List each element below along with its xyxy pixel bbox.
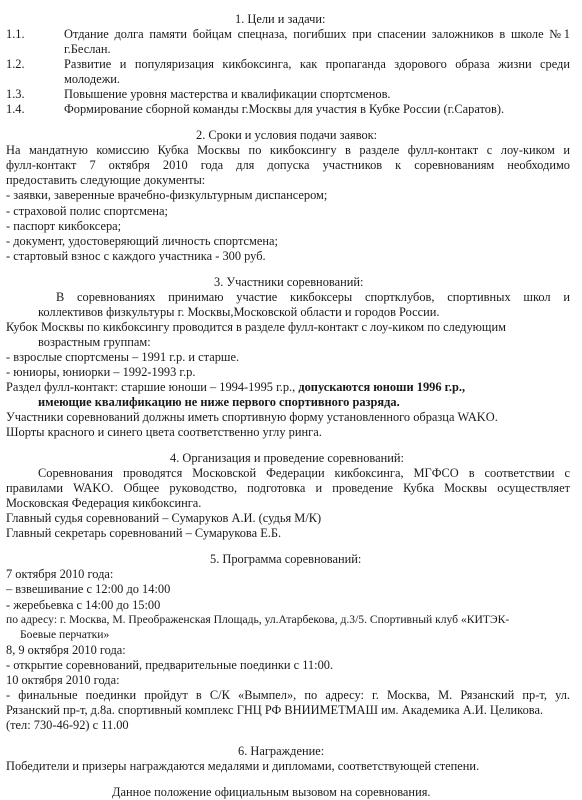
program-date: 7 октября 2010 года: [6, 567, 114, 581]
item-num: 1.1. [6, 27, 25, 41]
section-5-title: 5. Программа соревнований: [210, 552, 362, 566]
paragraph-line: Кубок Москвы по кикбоксингу проводится в разделе фулл-контакт с лоу-киком по следующим [6, 320, 506, 334]
document-item: - страховой полис спортсмена; [6, 204, 169, 218]
document-item: - паспорт кикбоксера; [6, 219, 122, 233]
program-final: (тел: 730-46-92) с 11.00 [6, 718, 129, 732]
paragraph-line: правилами WAKO. Общее руководство, подготовка и проведение Кубка Москвы осуществляет [6, 481, 570, 495]
section-1-title: 1. Цели и задачи: [235, 12, 326, 26]
item-text: молодежи. [64, 72, 120, 86]
item-num: 1.3. [6, 87, 25, 101]
program-final: - финальные поединки пройдут в С/К «Вымпел», по адресу: г. Москва, М. Рязанский пр-т, ул. [6, 688, 570, 702]
full-contact-line [6, 379, 570, 395]
program-address: Боевые перчатки» [20, 628, 110, 641]
section-3-title: 3. Участники соревнований: [214, 275, 364, 289]
closing-statement: Данное положение официальным вызовом на соревнования. [112, 785, 431, 799]
age-group: - юниоры, юниорки – 1992-1993 г.р. [6, 365, 196, 379]
paragraph-line: Победители и призеры награждаются медалями и дипломами, соответствующей степени. [6, 759, 480, 773]
paragraph-line: На мандатную комиссию Кубка Москвы по кикбоксингу в разделе фулл-контакт с лоу-киком и [6, 143, 570, 157]
item-text: г.Беслан. [64, 42, 111, 56]
document-item: - документ, удостоверяющий личность спортсмена; [6, 234, 278, 248]
document-item: - заявки, заверенные врачебно-физкультурным диспансером; [6, 188, 328, 202]
full-contact-bold-line: имеющие квалификацию не ниже первого спортивного разряда. [38, 395, 400, 409]
item-num: 1.2. [6, 57, 25, 71]
item-num: 1.4. [6, 102, 25, 116]
program-date: 10 октября 2010 года: [6, 673, 120, 687]
paragraph-line: Участники соревнований должны иметь спортивную форму установленного образца WAKO. [6, 410, 498, 424]
document-item: - стартовый взнос с каждого участника - 300 руб. [6, 249, 266, 263]
program-item: – взвешивание с 12:00 до 14:00 [6, 582, 171, 596]
item-text: Повышение уровня мастерства и квалификации спортсменов. [64, 87, 391, 101]
program-final: Рязанский пр-т, д.8а. спортивный комплекс ГНЦ РФ ВНИИМЕТМАШ им. Академика А.И. Целикова. [6, 703, 544, 717]
paragraph-line: В соревнованиях принимаю участие кикбоксеры спортклубов, спортивных школ и [56, 290, 570, 304]
age-group: - взрослые спортсмены – 1991 г.р. и старше. [6, 350, 240, 364]
paragraph-line: возрастным группам: [38, 335, 151, 349]
paragraph-line: Московская Федерация кикбоксинга. [6, 496, 202, 510]
program-address: по адресу: г. Москва, М. Преображенская Площадь, ул.Атарбекова, д.3/5. Спортивный клуб «КИТЭК- [6, 613, 510, 626]
section-4-title: 4. Организация и проведение соревнований: [170, 451, 404, 465]
item-text: Формирование сборной команды г.Москвы для участия в Кубке России (г.Саратов). [64, 102, 505, 116]
item-text: Развитие и популяризация кикбоксинга, как пропаганда здорового образа жизни среди [64, 57, 570, 71]
section-6-title: 6. Награждение: [238, 744, 325, 758]
paragraph-line: Соревнования проводятся Московской Федерации кикбоксинга, МГФСО в соответствии с [38, 466, 570, 480]
program-date: 8, 9 октября 2010 года: [6, 643, 126, 657]
paragraph-line: Шорты красного и синего цвета соответственно углу ринга. [6, 425, 322, 439]
program-item: - жеребьевка с 14:00 до 15:00 [6, 598, 161, 612]
full-contact-bold: допускаются юноши 1996 г.р., [298, 380, 466, 394]
program-item: - открытие соревнований, предварительные поединки с 11:00. [6, 658, 334, 672]
full-contact-plain: Раздел фулл-контакт: старшие юноши – 1994-1995 г.р., [6, 380, 299, 394]
chief-judge: Главный судья соревнований – Сумаруков А.И. (судья М/К) [6, 511, 322, 525]
paragraph-line: фулл-контакт 7 октября 2010 года для допуска участников к соревнованиям необходимо [6, 158, 570, 172]
section-2-title: 2. Сроки и условия подачи заявок: [196, 128, 378, 142]
chief-secretary: Главный секретарь соревнований – Сумарукова Е.Б. [6, 526, 282, 540]
paragraph-line: предоставить следующие документы: [6, 173, 206, 187]
item-text: Отдание долга памяти бойцам спецназа, погибших при спасении заложников в школе №1 [64, 27, 570, 41]
paragraph-line: коллективов физкультуры г. Москвы,Московской области и городов России. [38, 305, 440, 319]
